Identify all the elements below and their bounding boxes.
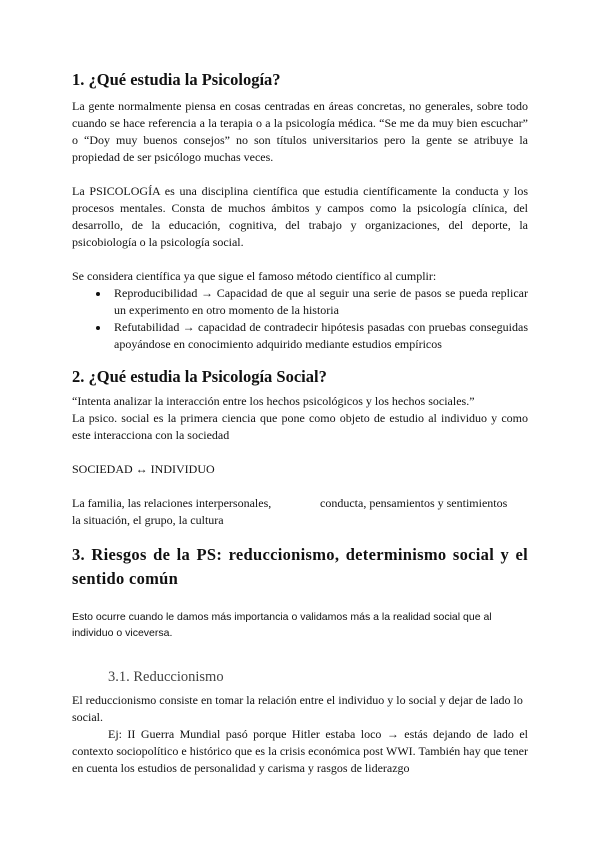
section-3-note: Esto ocurre cuando le damos más importancia o validamos más a la realidad social que al individuo o viceversa. bbox=[72, 611, 492, 639]
subsection-3-1-heading: 3.1. Reduccionismo bbox=[108, 669, 224, 685]
society-individual-relation: SOCIEDAD ↔ INDIVIDUO bbox=[72, 462, 215, 476]
individual-factors: conducta, pensamientos y sentimientos bbox=[320, 496, 508, 510]
section-1-paragraph-2: La PSICOLOGÍA es una disciplina científica que estudia científicamente la conducta y los procesos mentales. Consta de muchos ámbitos y campos como la psicología clínica, del desarrollo, de la educación, cognitiva, del trabajo y organizaciones, del deporte, la psicobiología o la psicología social. bbox=[72, 184, 528, 249]
society-factors: La familia, las relaciones interpersonales, bbox=[72, 496, 272, 510]
society-factors-continued: la situación, el grupo, la cultura bbox=[72, 513, 224, 527]
section-1-paragraph-1: La gente normalmente piensa en cosas centradas en áreas concretas, no generales, sobre todo cuando se hace referencia a la terapia o a la psicología médica. “Se me da muy bien escuchar” o “Doy muy buenos consejos” no son títulos universitarios pero la gente se atribuye la propiedad de ser psicólogo muchas veces. bbox=[72, 99, 528, 164]
section-3-heading: 3. Riesgos de la PS: reduccionismo, determinismo social y el sentido común bbox=[72, 545, 528, 588]
reduccionismo-definition: El reduccionismo consiste en tomar la relación entre el individuo y lo social y dejar de lado lo social. bbox=[72, 693, 523, 724]
section-1-heading: 1. ¿Qué estudia la Psicología? bbox=[72, 70, 281, 89]
section-2-quote: “Intenta analizar la interacción entre los hechos psicológicos y los hechos sociales.” bbox=[72, 394, 475, 408]
section-2-heading: 2. ¿Qué estudia la Psicología Social? bbox=[72, 367, 327, 386]
list-item: • Reproducibilidad → Capacidad de que al seguir una serie de pasos se pueda replicar un experimento en otro momento de la historia bbox=[110, 285, 528, 319]
section-2-paragraph-1: La psico. social es la primera ciencia que pone como objeto de estudio al individuo y como este interacciona con la sociedad bbox=[72, 411, 528, 442]
list-item: • Refutabilidad → capacidad de contradecir hipótesis pasadas con pruebas conseguidas apoyándose en conocimiento adquirido mediante estudios empíricos bbox=[110, 319, 528, 353]
method-criteria-list bbox=[72, 285, 528, 353]
section-1-paragraph-3: Se considera científica ya que sigue el famoso método científico al cumplir: bbox=[72, 269, 437, 283]
relation-columns bbox=[72, 495, 528, 512]
reduccionismo-example: Ej: II Guerra Mundial pasó porque Hitler estaba loco → estás dejando de lado el contexto sociopolítico e histórico que es la crisis económica post WWI. También hay que tener en cuenta los estudios de personalidad y carisma y rasgos de liderazgo bbox=[72, 727, 528, 775]
